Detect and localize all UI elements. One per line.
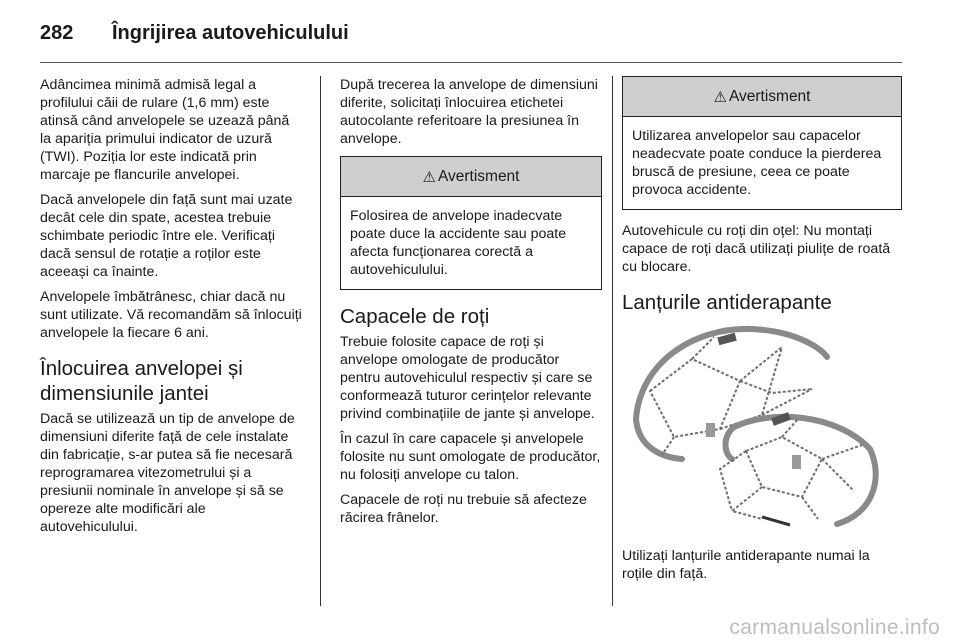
rotation-paragraph: Dacă anvelopele din față sunt mai uzate decât cele din spate, acestea trebuie schimbate periodic între ele. Verificați dacă sensul de rotație a roților este aceeași ca înainte.	[40, 192, 293, 280]
header-title: Îngrijirea autovehiculului	[112, 21, 349, 44]
warning-triangle-icon: ⚠	[422, 168, 436, 186]
warning-header	[623, 77, 901, 117]
column-divider-1	[320, 76, 321, 606]
wheel-covers-paragraph: Trebuie folosite capace de roți și anvelope omologate de producător pentru autovehiculul respectiv și care se conformează tuturor cerințelor relevante privind combinațiile de jante și anvelope.	[340, 334, 595, 422]
header-rule	[40, 62, 902, 63]
column-3	[622, 76, 902, 590]
brake-cooling-paragraph: Capacele de roți nu trebuie să afecteze răcirea frânelor.	[340, 492, 587, 526]
warning-title: Avertisment	[437, 167, 520, 185]
warning-text: Folosirea de anvelope inadecvate poate duce la accidente sau poate afecta funcționarea corectă a autovehiculului.	[350, 208, 567, 278]
column-1	[40, 76, 304, 543]
wheel-covers-heading: Capacele de roți	[340, 305, 490, 328]
non-approved-paragraph: În cazul în care capacele și anvelopele folosite nu sunt omologate de producător, nu folosiți anvelope cu talon.	[340, 431, 601, 483]
column-2	[340, 76, 602, 534]
steel-wheels-paragraph: Autovehicule cu roți din oțel: Nu montați capace de roți dacă utilizați piulițe de roată cu blocare.	[622, 223, 891, 275]
warning-title: Avertisment	[728, 87, 811, 105]
label-replacement-paragraph: După trecerea la anvelope de dimensiuni diferite, solicitați înlocuirea etichetei autocolante referitoare la presiunea în anvelope.	[340, 77, 598, 147]
tire-change-paragraph: Dacă se utilizează un tip de anvelope de dimensiuni diferite față de cele instalate din fabricație, s-ar putea să fie necesară reprogramarea vitezometrului și a presiunii nominale în anvelope și să se opereze alte modificări ale autovehiculului.	[40, 411, 295, 535]
aging-paragraph: Anvelopele îmbătrânesc, chiar dacă nu sunt utilizate. Vă recomandăm să înlocuiți anvelopele la fiecare 6 ani.	[40, 289, 302, 341]
watermark: carmanualsonline.info	[729, 616, 940, 639]
warning-text: Utilizarea anvelopelor sau capacelor neadecvate poate conduce la pierderea bruscă de presiune, ceea ce poate provoca accidente.	[632, 128, 882, 198]
tire-change-heading: Înlocuirea anvelopei și dimensiunile jantei	[40, 357, 243, 405]
page-header	[40, 10, 902, 56]
snow-chains-heading: Lanțurile antiderapante	[622, 291, 832, 314]
warning-triangle-icon: ⚠	[713, 88, 727, 106]
front-wheels-paragraph: Utilizați lanțurile antiderapante numai la roțile din față.	[622, 548, 870, 582]
snow-chains-illustration	[622, 319, 884, 537]
column-divider-2	[612, 76, 613, 606]
tread-depth-paragraph: Adâncimea minimă admisă legal a profilului căii de rulare (1,6 mm) este atinsă când anvelopele se uzează până la apariția primului indicator de uzură (TWI). Poziția lor este indicată prin marcaje pe flancurile anvelopei.	[40, 77, 290, 183]
warning-header	[341, 157, 601, 197]
page-number: 282	[40, 21, 74, 44]
warning-box-2	[622, 76, 902, 210]
warning-box-1	[340, 156, 602, 290]
